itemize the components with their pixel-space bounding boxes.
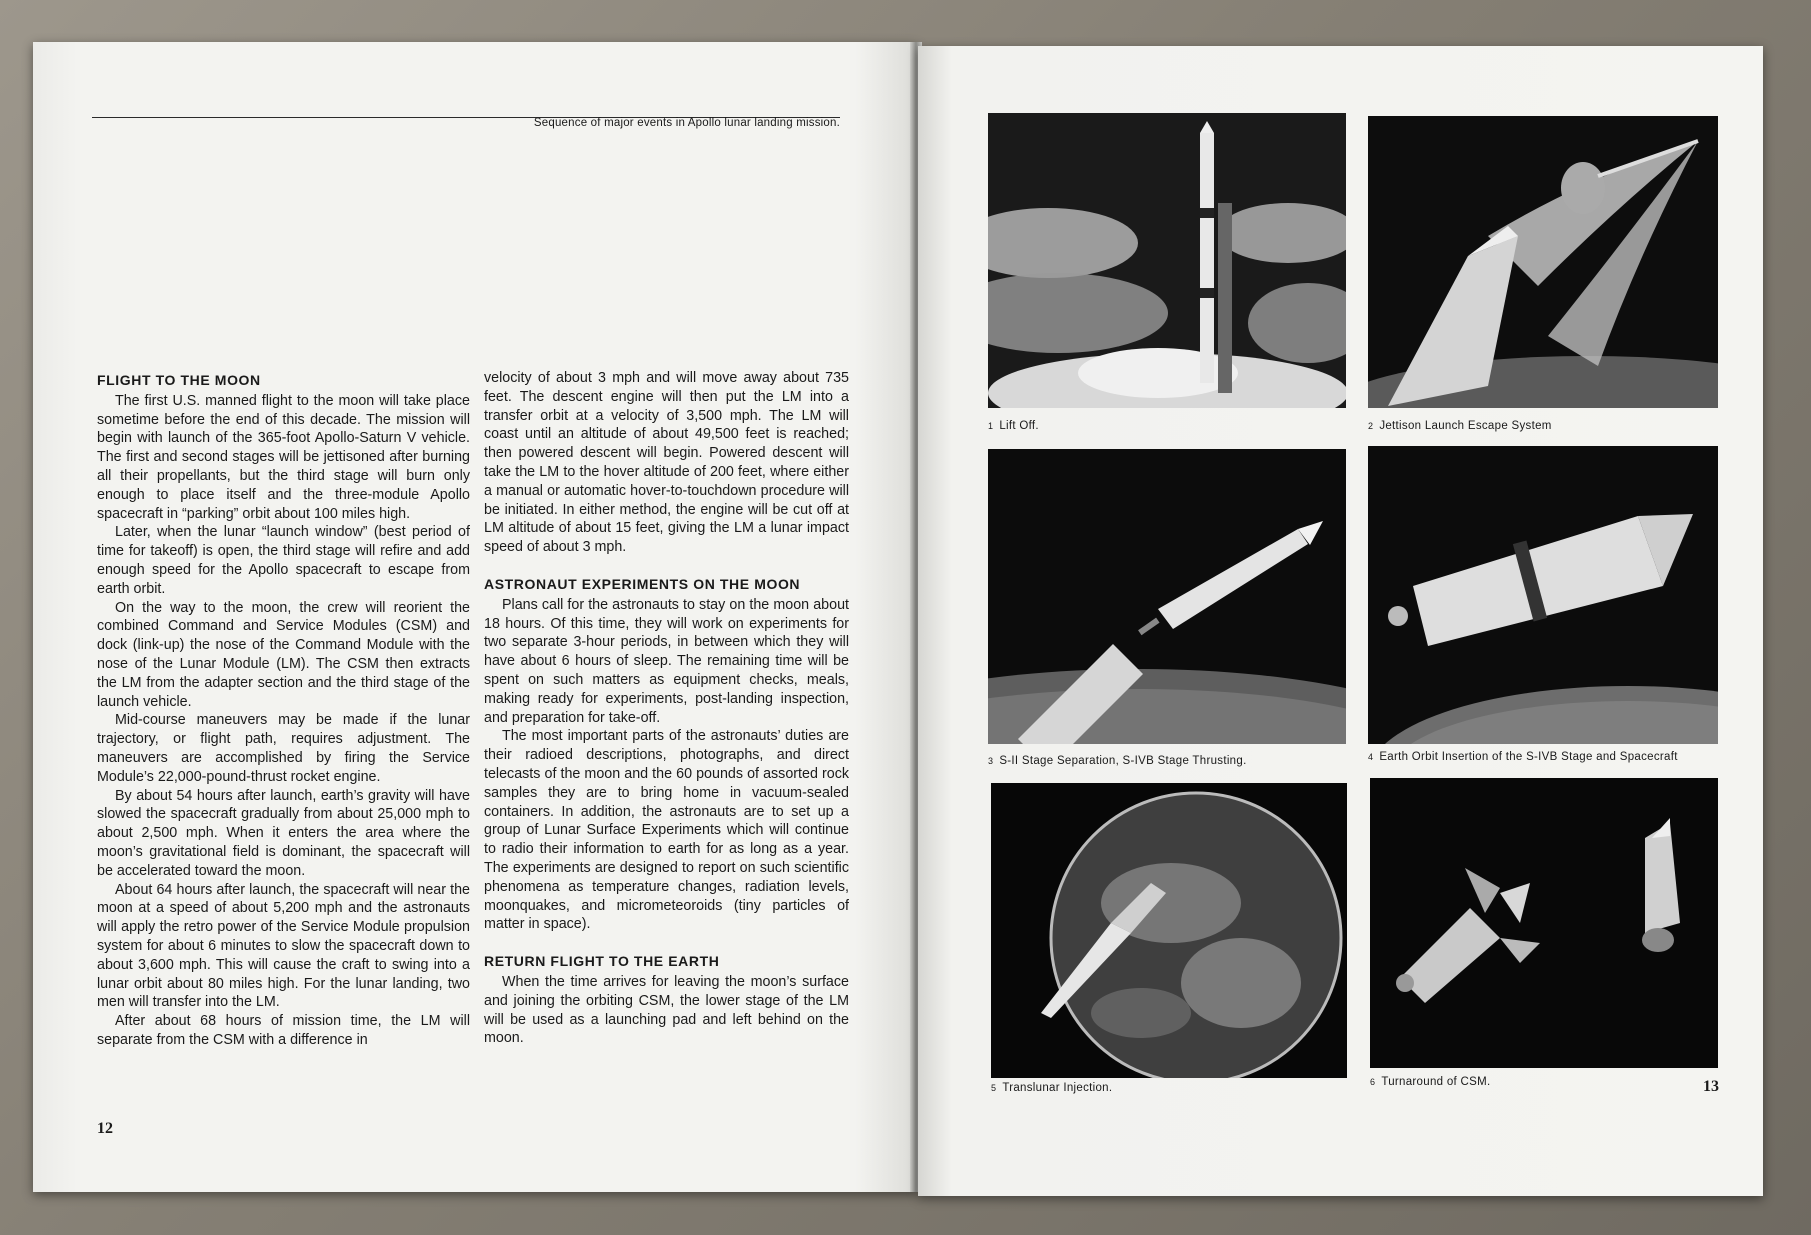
panel-6-caption: 6 Turnaround of CSM. bbox=[1370, 1076, 1491, 1088]
paragraph: About 64 hours after launch, the spacecraft will near the moon at a speed of about 5,200 mph and the astronauts will apply the retro power of the Service Module propulsion system for about 6 minutes to slow the spacecraft down to about 3,600 mph. This will cause the craft to swing into a lunar orbit about 80 miles high. For the lunar landing, two men will transfer into the LM. bbox=[97, 881, 470, 1011]
panel-5-caption: 5 Translunar Injection. bbox=[991, 1082, 1113, 1094]
paragraph: By about 54 hours after launch, earth’s gravity will have slowed the spacecraft gradually from about 25,000 mph to about 2,500 mph. When it enters the area where the moon’s gravitational field is dominant, the spacecraft will be accelerated toward the moon. bbox=[97, 787, 470, 879]
panel-1-caption: 1 Lift Off. bbox=[988, 420, 1039, 432]
section-heading: RETURN FLIGHT TO THE EARTH bbox=[484, 953, 720, 970]
paragraph: On the way to the moon, the crew will reorient the combined Command and Service Modules (CSM) and dock (link-up) the nose of the Command Module with the nose of the Lunar Module (LM). The CSM then extracts the LM from the adapter section and the third stage of the launch vehicle. bbox=[97, 599, 470, 710]
page-number-right: 13 bbox=[1703, 1078, 1719, 1095]
paragraph: When the time arrives for leaving the moon’s surface and joining the orbiting CSM, the lower stage of the LM will be used as a launching pad and left behind on the moon. bbox=[484, 973, 849, 1047]
panel-6-image bbox=[1370, 778, 1718, 1068]
section-heading: ASTRONAUT EXPERIMENTS ON THE MOON bbox=[484, 575, 801, 592]
panel-2-caption: 2 Jettison Launch Escape System bbox=[1368, 420, 1552, 432]
page-number-left: 12 bbox=[97, 1120, 113, 1137]
paragraph: velocity of about 3 mph and will move away about 735 feet. The descent engine will then put the LM into a transfer orbit at a velocity of 3,500 mph. The LM will coast until an altitude of about 49,500 feet is reached; then powered descent will begin. Powered descent will take the LM to the hover altitude of 200 feet, where either a manual or automatic hover-to-touchdown procedure will be initiated. In either method, the engine will be cut off at LM altitude of about 15 feet, giving the LM a lunar impact speed of about 3 mph. bbox=[484, 370, 849, 556]
paragraph: Mid-course maneuvers may be made if the lunar trajectory, or flight path, requires adjustment. The maneuvers are accomplished by firing the Service Module’s 22,000-pound-thrust rocket engine. bbox=[97, 712, 470, 785]
panel-2-image bbox=[1368, 116, 1718, 408]
text-column-1 bbox=[97, 371, 470, 1050]
paragraph: The first U.S. manned flight to the moon will take place sometime before the end of this decade. The mission will begin with launch of the 365-foot Apollo-Saturn V vehicle. The first and second stages will be jettisoned after burning all their propellants, but the third stage will burn only enough to place itself and the three-module Apollo spacecraft in “parking” orbit about 100 miles high. bbox=[97, 392, 470, 522]
panel-4-caption: 4 Earth Orbit Insertion of the S-IVB Stage and Spacecraft bbox=[1368, 751, 1678, 763]
panel-4-image bbox=[1368, 446, 1718, 744]
text-column-2 bbox=[484, 369, 849, 1048]
section-heading: FLIGHT TO THE MOON bbox=[97, 372, 261, 388]
paragraph: After about 68 hours of mission time, the LM will separate from the CSM with a difference in bbox=[97, 1013, 470, 1048]
figure-caption: Sequence of major events in Apollo lunar landing mission. bbox=[533, 117, 840, 129]
panel-3-image bbox=[988, 449, 1346, 744]
panel-1-image bbox=[988, 113, 1346, 408]
paragraph: The most important parts of the astronauts’ duties are their radioed descriptions, photographs, and direct telecasts of the moon and the 60 pounds of assorted rock samples they are to bring home in vacuum-sealed containers. In addition, the astronauts are to set up a group of Lunar Surface Experiments which will continue to radio their information to earth for as long as a year. The experiments are designed to report on such scientific phenomena as temperature changes, radiation levels, moonquakes, and micrometeoroids (tiny particles of matter in space). bbox=[484, 728, 849, 933]
paragraph: Later, when the lunar “launch window” (best period of time for takeoff) is open, the third stage will refire and add enough speed for the Apollo spacecraft to escape from earth orbit. bbox=[97, 524, 470, 597]
paragraph: Plans call for the astronauts to stay on the moon about 18 hours. Of this time, they will work on experiments for two separate 3-hour periods, in between which they will have about 6 hours of sleep. The remaining time will be spent on such matters as equipment checks, meals, making ready for experiments, post-landing inspection, and preparation for take-off. bbox=[484, 596, 849, 726]
panel-3-caption: 3 S-II Stage Separation, S-IVB Stage Thrusting. bbox=[988, 755, 1247, 767]
panel-5-image bbox=[991, 783, 1347, 1078]
